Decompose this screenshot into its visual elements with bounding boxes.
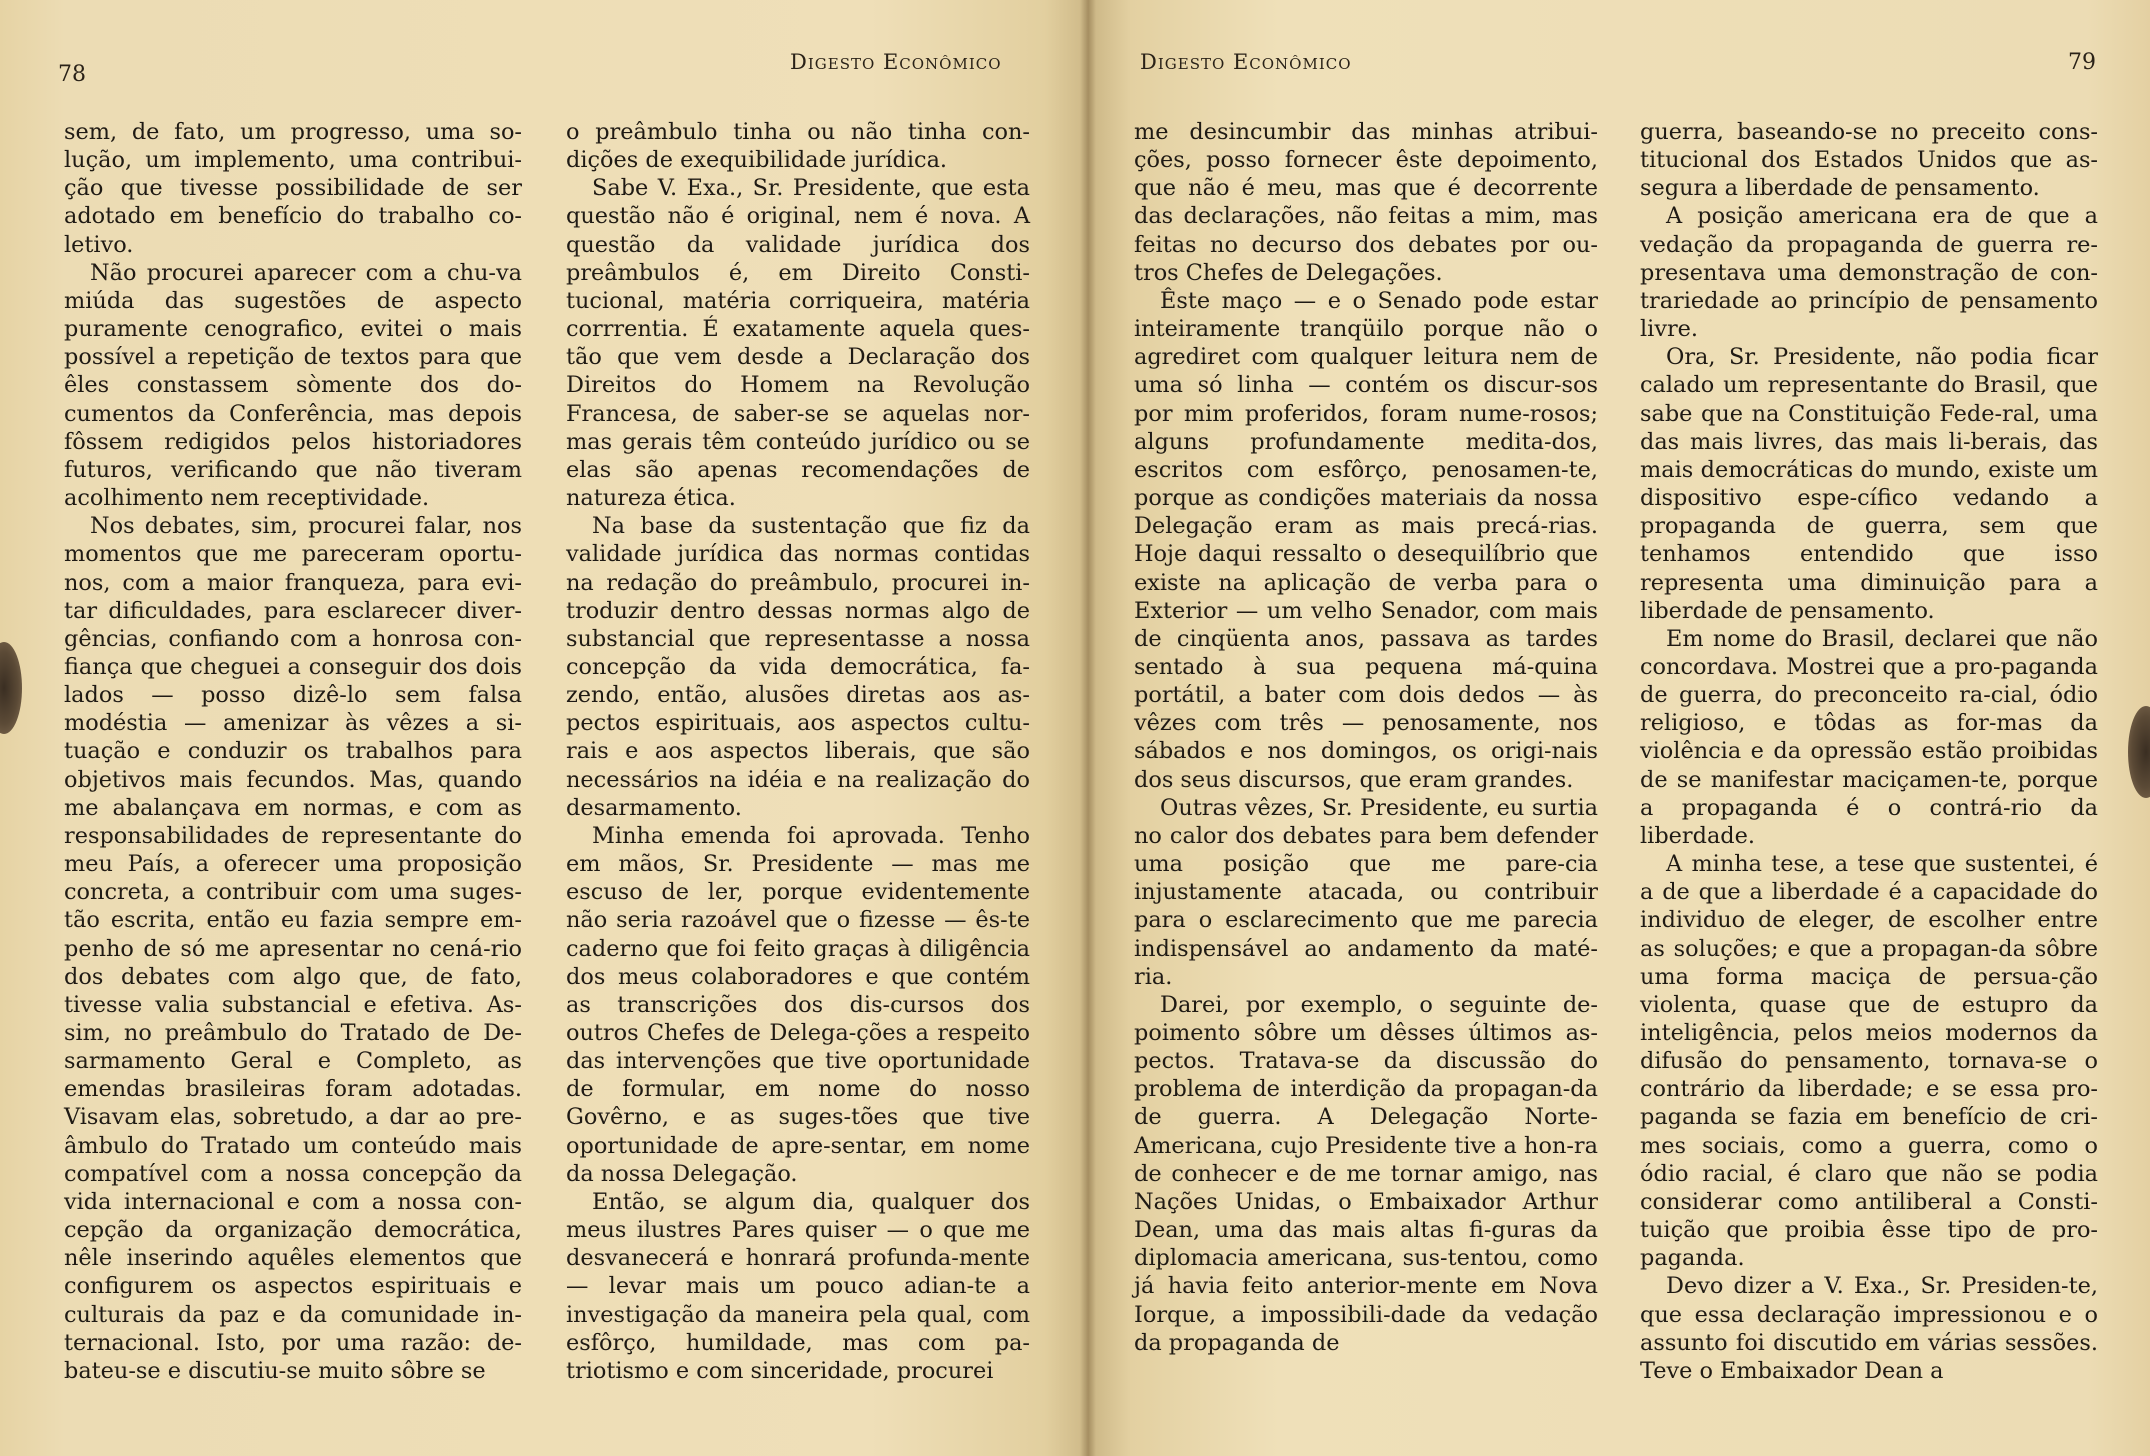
paragraph: Não procurei aparecer com a chu-va miúda das sugestões de aspecto puramente cenografico, evitei o mais possível a repetição de textos para que êles constassem sòmente dos do-cumentos da Conferência, mas depois fôssem redigidos pelos historiadores futuros, verificando que não tiveram acolhimento nem receptividade. — [64, 259, 522, 512]
paragraph: Ora, Sr. Presidente, não podia ficar calado um representante do Brasil, que sabe que na Constituição Fede-ral, uma das mais livres, das mais li-berais, das mais democráticas do mundo, existe um dispositivo espe-cífico vedando a propaganda de guerra, sem que tenhamos entendido que isso representa uma diminuição para a liberdade de pensamento. — [1640, 344, 2098, 624]
right-column-1 — [1134, 118, 1598, 1357]
paragraph: A minha tese, a tese que sustentei, é a de que a liberdade é a capacidade do individuo de eleger, de escolher entre as soluções; e que a propagan-da sôbre uma forma maciça de persua-ção violenta, quase que de estupro da inteligência, pelos meios modernos da difusão do pensamento, tornava-se o contrário da liberdade; e se essa pro-paganda se fazia em benefício de cri-mes sociais, como a guerra, como o ódio racial, é claro que não se podia considerar como antiliberal a Consti-tuição que proibia êsse tipo de pro-paganda. — [1640, 851, 2098, 1272]
book-gutter — [1080, 0, 1096, 1456]
paragraph: Então, se algum dia, qualquer dos meus ilustres Pares quiser — o que me desvanecerá e honrará profunda-mente — levar mais um pouco adian-te a investigação da maneira pela qual, com esfôrço, humildade, mas com pa-triotismo e com sinceridade, procurei — [566, 1188, 1030, 1384]
right-page-number: 79 — [2068, 50, 2096, 75]
paragraph: Devo dizer a V. Exa., Sr. Presiden-te, que essa declaração impressionou e o assunto foi discutido em várias sessões. Teve o Embaixador Dean a — [1640, 1273, 2098, 1384]
right-page — [1088, 0, 2150, 1456]
left-running-header: Digesto Econômico — [790, 50, 1002, 74]
paragraph: me desincumbir das minhas atribui-ções, posso fornecer êste depoimento, que não é meu, mas que é decorrente das declarações, não feitas a mim, mas feitas no decurso dos debates por ou-tros Chefes de Delegações. — [1134, 119, 1598, 286]
right-column-2 — [1640, 118, 2098, 1385]
paragraph: Minha emenda foi aprovada. Tenho em mãos, Sr. Presidente — mas me escuso de ler, porque evidentemente não seria razoável que o fizesse — ês-te caderno que foi feito graças à diligência dos meus colaboradores e que contém as transcrições dos dis-cursos dos outros Chefes de Delega-ções a respeito das intervenções que tive oportunidade de formular, em nome do nosso Govêrno, e as suges-tões que tive oportunidade de apre-sentar, em nome da nossa Delegação. — [566, 822, 1030, 1187]
left-column-1 — [64, 118, 522, 1385]
paragraph: Na base da sustentação que fiz da validade jurídica das normas contidas na redação do preâmbulo, procurei in-troduzir dentro dessas normas algo de substancial que representasse a nossa concepção da vida democrática, fa-zendo, então, alusões diretas aos as-pectos espirituais, aos aspectos cultu-rais e aos aspectos liberais, que são necessários na idéia e na realização do desarmamento. — [566, 513, 1030, 821]
paragraph: Sabe V. Exa., Sr. Presidente, que esta questão não é original, nem é nova. A questão da validade jurídica dos preâmbulos é, em Direito Consti-tucional, matéria corriqueira, matéria corrrentia. É exatamente aquela ques-tão que vem desde a Declaração dos Direitos do Homem na Revolução Francesa, de saber-se se aquelas nor-mas gerais têm conteúdo jurídico ou se elas são apenas recomendações de natureza ética. — [566, 175, 1030, 512]
paragraph: Em nome do Brasil, declarei que não concordava. Mostrei que a pro-paganda de guerra, do preconceito ra-cial, ódio religioso, e tôdas as for-mas da violência e da opressão estão proibidas de se manifestar maciçamen-te, porque a propaganda é o contrá-rio da liberdade. — [1640, 625, 2098, 849]
paragraph: o preâmbulo tinha ou não tinha con-dições de exequibilidade jurídica. — [566, 119, 1030, 174]
paragraph: guerra, baseando-se no preceito cons-titucional dos Estados Unidos que as-segura a liberdade de pensamento. — [1640, 119, 2098, 202]
paragraph: Darei, por exemplo, o seguinte de-poimento sôbre um dêsses últimos as-pectos. Tratava-se da discussão do problema de interdição da propagan-da de guerra. A Delegação Norte-Americana, cujo Presidente tive a hon-ra de conhecer e de me tornar amigo, nas Nações Unidas, o Embaixador Arthur Dean, uma das mais altas fi-guras da diplomacia americana, sus-tentou, como já havia feito anterior-mente em Nova Iorque, a impossibili-dade da vedação da propaganda de — [1134, 991, 1598, 1356]
binding-hole — [2128, 706, 2150, 798]
left-page-number: 78 — [58, 62, 86, 87]
paragraph: Outras vêzes, Sr. Presidente, eu surtia no calor dos debates para bem defender uma posição que me pare-cia injustamente atacada, ou contribuir para o esclarecimento que me parecia indispensável ao andamento da maté-ria. — [1134, 794, 1598, 990]
paragraph: sem, de fato, um progresso, uma so-lução, um implemento, uma contribui-ção que tivesse possibilidade de ser adotado em benefício do trabalho co-letivo. — [64, 119, 522, 258]
binding-hole — [0, 642, 22, 734]
paragraph: A posição americana era de que a vedação da propaganda de guerra re-presentava uma demonstração de con-trariedade ao princípio de pensamento livre. — [1640, 203, 2098, 343]
paragraph: Nos debates, sim, procurei falar, nos momentos que me pareceram oportu-nos, com a maior franqueza, para evi-tar dificuldades, para esclarecer diver-gências, confiando com a honrosa con-fiança que cheguei a conseguir dos dois lados — posso dizê-lo sem falsa modéstia — amenizar às vêzes a si-tuação e conduzir os trabalhos para objetivos mais fecundos. Mas, quando me abalançava em normas, e com as responsabilidades de representante do meu País, a oferecer uma proposição concreta, a contribuir com uma suges-tão escrita, então eu fazia sempre em-penho de só me apresentar no cená-rio dos debates com algo que, de fato, tivesse valia substancial e efetiva. As-sim, no preâmbulo do Tratado de De-sarmamento Geral e Completo, as emendas brasileiras foram adotadas. Visavam elas, sobretudo, a dar ao pre-âmbulo do Tratado um conteúdo mais compatível com a nossa concepção da vida internacional e com a nossa con-cepção da organização democrática, nêle inserindo aquêles elementos que configurem os aspectos espirituais e culturais da paz e da comunidade in-ternacional. Isto, por uma razão: de-bateu-se e discutiu-se muito sôbre se — [64, 513, 522, 1384]
left-column-2 — [566, 118, 1030, 1385]
right-running-header: Digesto Econômico — [1140, 50, 1352, 74]
paragraph: Êste maço — e o Senado pode estar inteiramente tranqüilo porque não o agrediret com qualquer leitura nem de uma só linha — contém os discur-sos por mim proferidos, foram nume-rosos; alguns profundamente medita-dos, escritos com esfôrço, penosamen-te, porque as condições materiais da nossa Delegação eram as mais precá-rias. Hoje daqui ressalto o desequilíbrio que existe na aplicação de verba para o Exterior — um velho Senador, com mais de cinqüenta anos, passava as tardes sentado à sua pequena má-quina portátil, a bater com dois dedos — às vêzes com três — penosamente, nos sábados e nos domingos, os origi-nais dos seus discursos, que eram grandes. — [1134, 287, 1598, 793]
